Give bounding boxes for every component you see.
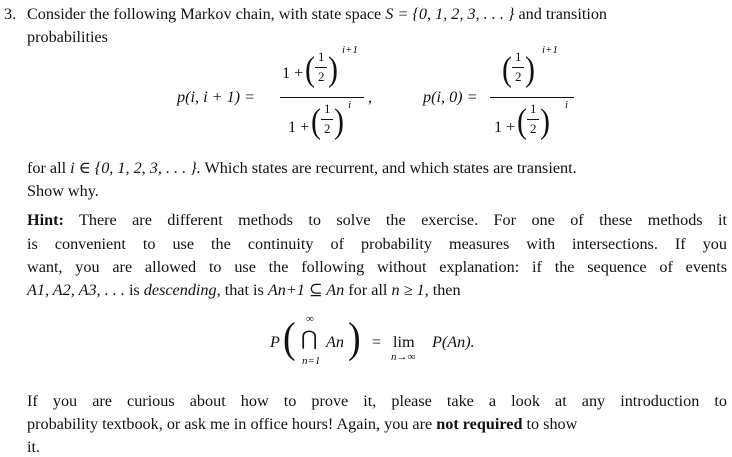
condition-line-2: Show why. <box>27 182 99 200</box>
tail-line-3: it. <box>27 438 41 456</box>
formula2-num-half-den: 2 <box>515 69 522 84</box>
formula2-den-half-num: 1 <box>530 101 537 116</box>
formula1-num-half-num: 1 <box>318 49 325 64</box>
tail-not-required: not required <box>436 415 523 433</box>
hint-text-1: There are different methods to solve the exercise. For one of these methods it <box>78 211 727 229</box>
formula2-den-rparen: ) <box>540 102 550 141</box>
intro-text-end: and transition <box>518 5 608 23</box>
condition-line-1 <box>27 158 577 178</box>
eq-rparen: ) <box>348 313 361 363</box>
formula2-den-prefix: 1 + <box>494 118 516 136</box>
formula1-den-exp: i <box>348 99 352 111</box>
eq-P: P <box>270 333 280 351</box>
formula2-den-lparen: ( <box>517 102 527 141</box>
cond-set: i ∈ {0, 1, 2, 3, . . . }. <box>70 159 201 177</box>
formula2-num-half-num: 1 <box>515 49 522 64</box>
hint-is: is <box>128 281 140 299</box>
cond-for-all: for all <box>27 159 67 177</box>
hint-line-4 <box>27 280 461 300</box>
hint-for-all: for all <box>348 281 388 299</box>
formula1-num-lparen: ( <box>305 50 315 89</box>
formula2-den-exp: i <box>565 99 569 111</box>
cond-question: Which states are recurrent, and which states are transient. <box>204 159 577 177</box>
formula1-num-half-bar <box>315 67 327 68</box>
eq-sub: n=1 <box>302 355 321 367</box>
eq-equals: = <box>372 333 382 351</box>
hint-that-is: that is <box>224 281 264 299</box>
intro-line-1 <box>27 4 607 24</box>
tail-line-1: If you are curious about how to prove it, please take a look at any introduction to <box>27 392 727 410</box>
formula1-num-half-den: 2 <box>318 69 325 84</box>
formula1-num-exp: i+1 <box>342 44 358 56</box>
formula1-den-lparen: ( <box>311 102 321 141</box>
hint-sequence: A1, A2, A3, . . . <box>27 281 125 299</box>
eq-lim: lim <box>393 333 415 351</box>
formula2-fraction-bar <box>490 97 574 98</box>
formula1-num-prefix: 1 + <box>282 64 304 82</box>
hint-condition: An+1 ⊆ An <box>267 281 345 299</box>
formula1-comma: , <box>368 88 373 106</box>
formula2-num-rparen: ) <box>525 50 535 89</box>
tail-line-2 <box>27 414 577 434</box>
formula2-num-lparen: ( <box>502 50 512 89</box>
hint-line-2: is convenient to use the continuity of probability measures with intersections. If you <box>27 235 727 253</box>
state-space: S = {0, 1, 2, 3, . . . } <box>385 5 515 23</box>
formula1-den-half-num: 1 <box>324 101 331 116</box>
hint-label: Hint: <box>27 211 64 229</box>
formula2-den-half-bar <box>527 119 539 120</box>
hint-line-1 <box>27 210 727 230</box>
eq-sup: ∞ <box>306 313 314 325</box>
formula1-den-rparen: ) <box>334 102 344 141</box>
formula2-lhs: p(i, 0) = <box>423 88 478 106</box>
formula1-den-half-bar <box>321 119 333 120</box>
tail-text-b: to show <box>526 415 578 433</box>
hint-descending: descending, <box>143 281 221 299</box>
intro-text: Consider the following Markov chain, with state space <box>27 5 382 23</box>
hint-line-3: want, you are allowed to use the following without explanation: if the sequence of events <box>27 258 727 276</box>
hint-then: then <box>432 281 461 299</box>
formula2-den-half-den: 2 <box>530 121 537 136</box>
eq-A: An <box>326 333 344 351</box>
formula2-num-half-bar <box>512 67 524 68</box>
formula2-num-exp: i+1 <box>542 44 558 56</box>
eq-cap: ⋂ <box>301 328 318 350</box>
formula1-den-prefix: 1 + <box>288 118 310 136</box>
hint-n: n ≥ 1, <box>391 281 429 299</box>
eq-lim-sub: n→∞ <box>391 351 416 363</box>
eq-lparen: ( <box>283 313 296 363</box>
formula1-den-half-den: 2 <box>324 121 331 136</box>
problem-number: 3. <box>4 5 17 23</box>
tail-text-a: probability textbook, or ask me in office hours! Again, you are <box>27 415 433 433</box>
intro-line-2: probabilities <box>27 28 108 46</box>
formula1-lhs: p(i, i + 1) = <box>177 88 256 106</box>
formula1-fraction-bar <box>280 97 364 98</box>
eq-rhs: P(An). <box>432 333 475 351</box>
formula1-num-rparen: ) <box>328 50 338 89</box>
